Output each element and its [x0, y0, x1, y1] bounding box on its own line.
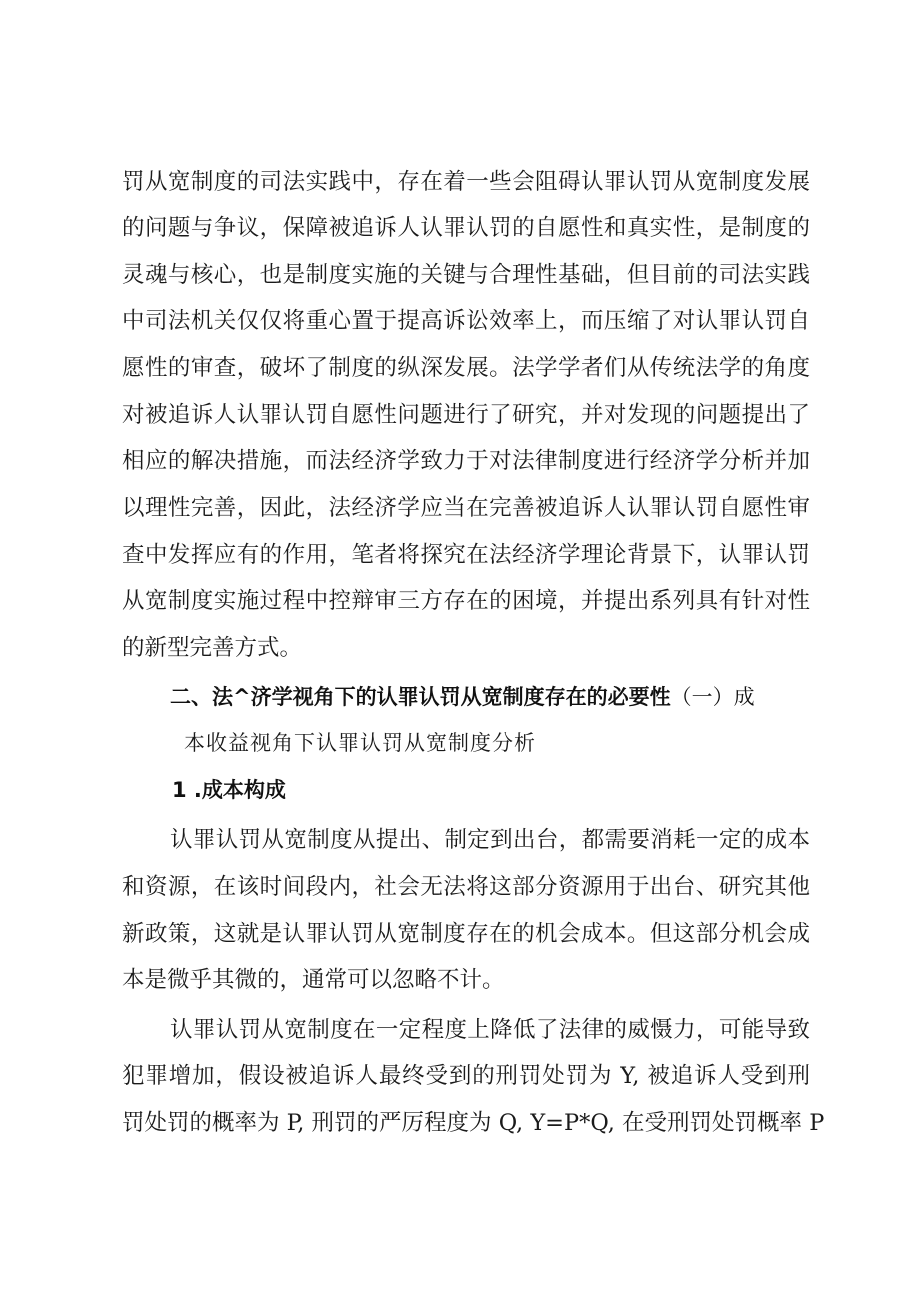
paragraph-line: 本是微乎其微的，通常可以忽略不计。 — [122, 967, 505, 993]
paragraph-line: 认罪认罚从宽制度在一定程度上降低了法律的威慑力，可能导致 — [170, 1017, 810, 1043]
paragraph-line: 罚处罚的概率为 P, 刑罚的严厉程度为 Q, Y=P*Q, 在受刑罚处罚概率 P — [122, 1110, 825, 1136]
section-heading — [170, 682, 755, 712]
section-heading-bold: 二、法^济学视角下的认罪认罚从宽制度存在的必要性 — [170, 685, 671, 709]
paragraph-line: 中司法机关仅仅将重心置于提高诉讼效率上，而压缩了对认罪认罚自 — [122, 308, 810, 334]
paragraph-line: 的问题与争议，保障被追诉人认罪认罚的自愿性和真实性，是制度的 — [122, 215, 810, 241]
paragraph-line: 从宽制度实施过程中控辩审三方存在的困境，并提出系列具有针对性 — [122, 588, 810, 614]
paragraph-line: 灵魂与核心，也是制度实施的关键与合理性基础，但目前的司法实践 — [122, 262, 810, 288]
paragraph-line: 查中发挥应有的作用，笔者将探究在法经济学理论背景下，认罪认罚 — [122, 542, 810, 568]
paragraph-line: 以理性完善，因此，法经济学应当在完善被追诉人认罪认罚自愿性审 — [122, 495, 810, 521]
section-heading-tail: （一）成 — [670, 685, 755, 709]
paragraph-line: 的新型完善方式。 — [122, 635, 303, 661]
paragraph-line: 犯罪增加，假设被追诉人最终受到的刑罚处罚为 Y, 被追诉人受到刑 — [122, 1063, 810, 1089]
paragraph-line: 新政策，这就是认罪认罚从宽制度存在的机会成本。但这部分机会成 — [122, 921, 810, 947]
paragraph-line: 对被追诉人认罪认罚自愿性问题进行了研究，并对发现的问题提出了 — [122, 402, 810, 428]
paragraph-line: 相应的解决措施，而法经济学致力于对法律制度进行经济学分析并加 — [122, 448, 810, 474]
paragraph-line: 罚从宽制度的司法实践中，存在着一些会阻碍认罪认罚从宽制度发展 — [122, 169, 810, 195]
paragraph-line: 和资源，在该时间段内，社会无法将这部分资源用于出台、研究其他 — [122, 874, 810, 900]
subsection-heading: 1 .成本构成 — [172, 778, 286, 802]
paragraph-line: 认罪认罚从宽制度从提出、制定到出台，都需要消耗一定的成本 — [170, 827, 810, 853]
paragraph-line: 愿性的审查，破坏了制度的纵深发展。法学学者们从传统法学的角度 — [122, 355, 810, 381]
section-heading-continuation: 本收益视角下认罪认罚从宽制度分析 — [184, 731, 536, 755]
